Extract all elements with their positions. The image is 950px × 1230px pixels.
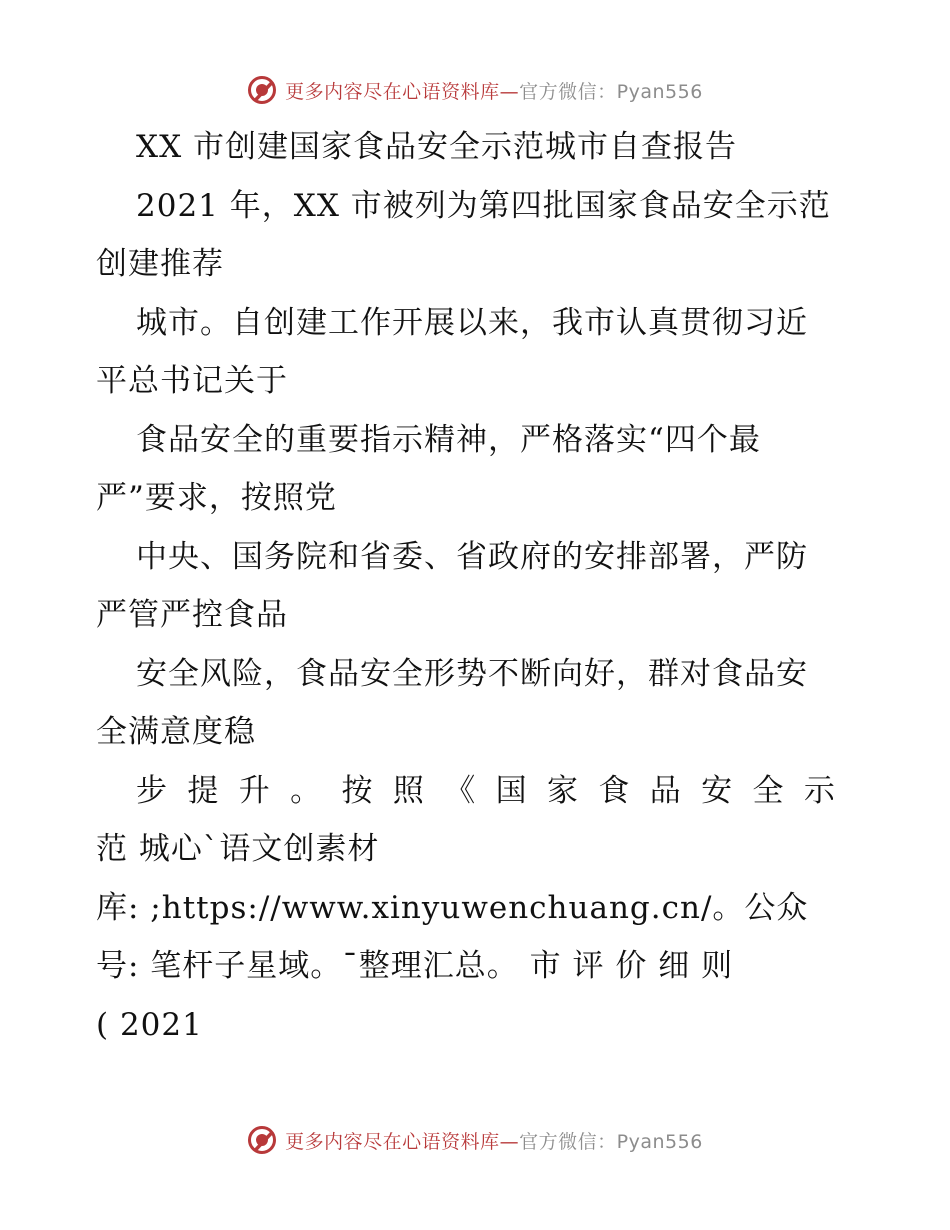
- banner-wechat-text: 官方微信：Pyan556: [519, 80, 703, 103]
- footer-banner: [0, 1120, 950, 1160]
- header-banner: [0, 70, 950, 110]
- spaced-char: 家: [547, 772, 579, 809]
- paragraph-line: 安全风险，食品安全形势不断向好，群对食品安: [136, 655, 808, 692]
- paragraph-line: 范 城心`语文创素材: [96, 831, 380, 867]
- banner-library-text: 更多内容尽在心语资料库: [285, 80, 500, 103]
- paragraph-line: 平总书记关于: [96, 363, 288, 399]
- paragraph-line: 库: ;https://www.xinyuwenchuang.cn/。公众: [96, 889, 809, 926]
- spaced-char: 升: [238, 772, 271, 809]
- banner-text: [285, 1127, 703, 1154]
- document-title: XX 市创建国家食品安全示范城市自查报告: [136, 129, 737, 165]
- spaced-char: 示: [803, 772, 836, 809]
- paragraph-line: 城市。自创建工作开展以来，我市认真贯彻习近: [136, 304, 808, 341]
- spaced-char: 提: [187, 772, 220, 809]
- banner-library-text: 更多内容尽在心语资料库: [285, 1130, 500, 1153]
- banner-wechat-text: 官方微信：Pyan556: [519, 1130, 703, 1153]
- spaced-char: 。: [290, 772, 323, 809]
- spaced-char: 品: [649, 772, 682, 809]
- spaced-char: 按: [341, 772, 374, 809]
- spaced-char: 安: [701, 772, 734, 809]
- paragraph-line: 严”要求，按照党: [96, 480, 337, 516]
- banner-text: [285, 77, 703, 104]
- paragraph-line: 号: 笔杆子星域。¯整理汇总。 市 评 价 细 则: [96, 948, 734, 984]
- paragraph-line: ( 2021: [96, 1006, 203, 1043]
- quill-logo-icon: [247, 75, 277, 105]
- spaced-char: 全: [752, 772, 785, 809]
- document-body: [96, 118, 856, 1054]
- spaced-char: 《: [444, 772, 477, 809]
- paragraph-line: 全满意度稳: [96, 714, 256, 750]
- quill-logo-icon: [247, 1125, 277, 1155]
- banner-separator: —: [499, 80, 520, 103]
- banner-separator: —: [499, 1130, 520, 1153]
- paragraph-line: 中央、国务院和省委、省政府的安排部署，严防: [136, 538, 808, 575]
- spaced-char: 照: [392, 772, 425, 809]
- paragraph-line: 食品安全的重要指示精神，严格落实“四个最: [136, 421, 761, 458]
- spaced-paragraph-line: [96, 762, 856, 821]
- paragraph-line: 2021 年，XX 市被列为第四批国家食品安全示范: [136, 187, 831, 224]
- paragraph-line: 严管严控食品: [96, 597, 288, 633]
- spaced-char: 食: [598, 772, 631, 809]
- spaced-char: 国: [495, 772, 528, 809]
- spaced-char: 步: [136, 772, 168, 809]
- paragraph-line: 创建推荐: [96, 246, 224, 282]
